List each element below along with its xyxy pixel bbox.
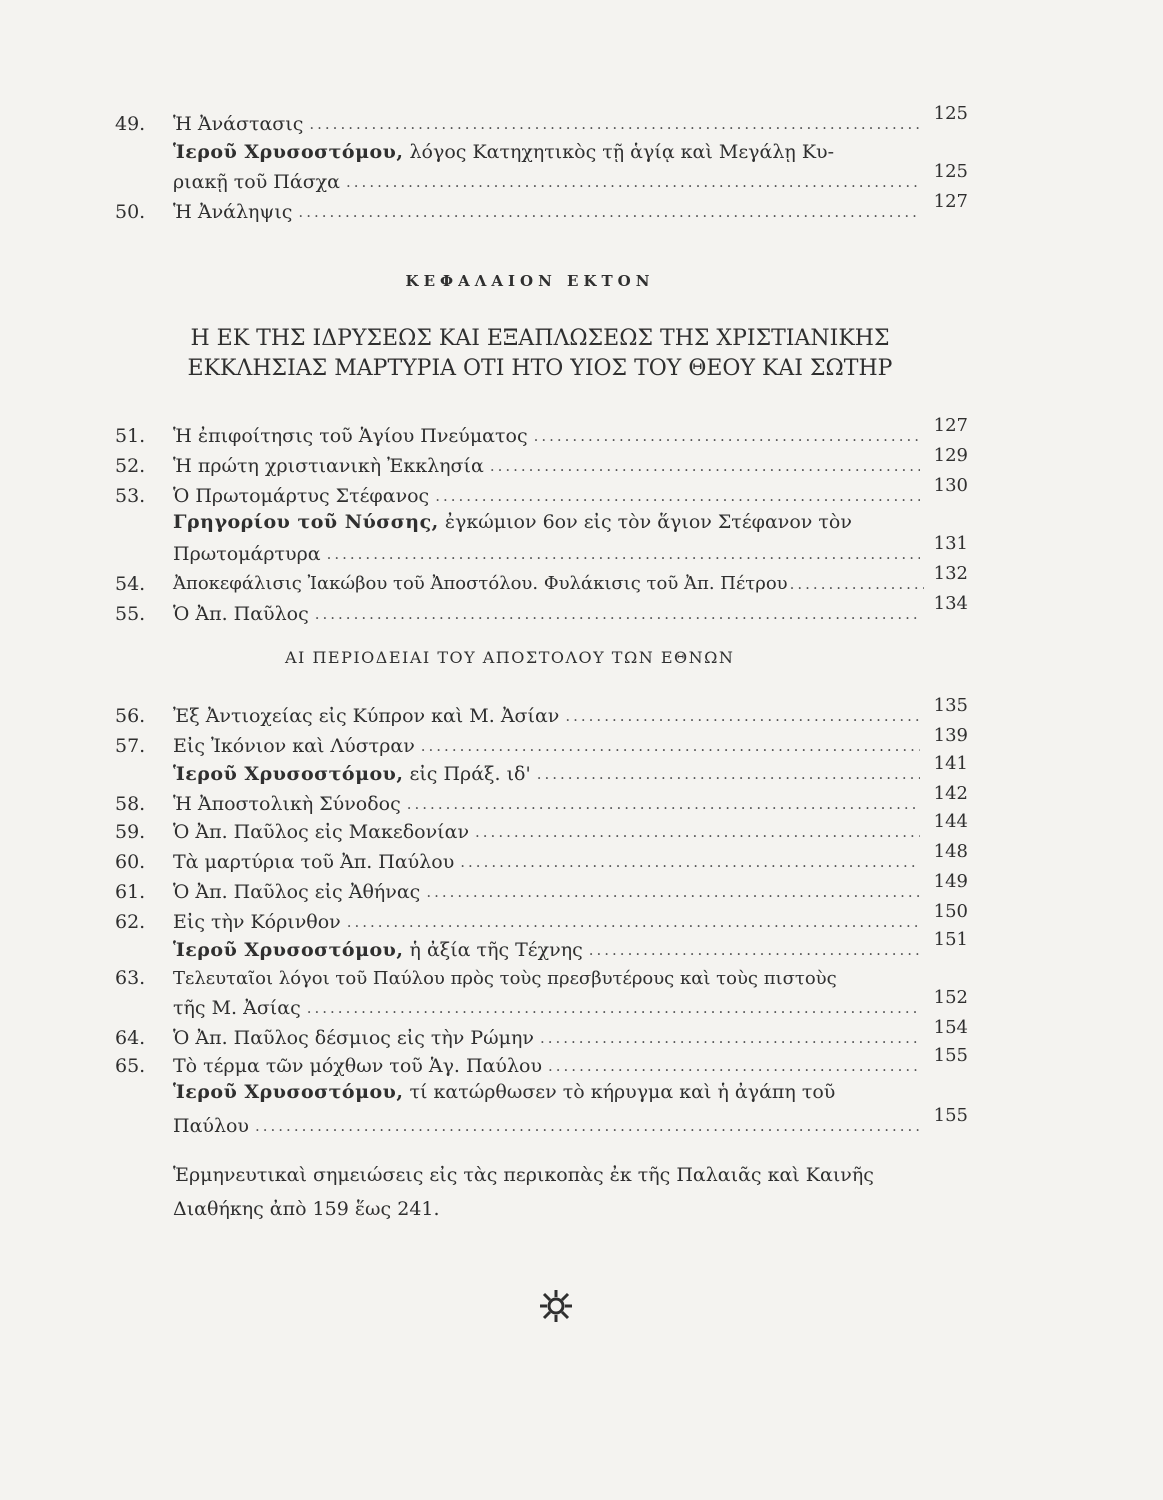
entry-number: 60.: [115, 851, 146, 873]
entry-title: Εἰς Ἰκόνιον καὶ Λύστραν: [173, 735, 415, 757]
leader-dots: [307, 996, 920, 1020]
leader-dots: [790, 572, 924, 596]
entry-title: Ὁ Ἀπ. Παῦλος εἰς Ἀθήνας: [173, 881, 421, 903]
leader-dots: [565, 704, 920, 728]
entry-page: 142: [933, 783, 968, 804]
entry-number: 58.: [115, 793, 146, 815]
toc-entry-49: [115, 103, 968, 136]
author-name: Ἱεροῦ Χρυσοστόμου,: [173, 939, 404, 961]
toc-entry-63-line1: [115, 966, 945, 991]
entry-number: 49.: [115, 113, 146, 135]
entry-page: 135: [933, 695, 968, 716]
author-name: Γρηγορίου τοῦ Νύσσης,: [173, 511, 439, 533]
toc-subentry-65-line2: [173, 1105, 968, 1138]
subentry-title: εἰς Πράξ. ιδ': [409, 763, 531, 785]
leader-dots: [460, 850, 920, 874]
author-name: Ἱεροῦ Χρυσοστόμου,: [173, 763, 404, 785]
entry-page: 151: [933, 929, 968, 950]
chapter-label: ΚΕΦΑΛΑΙΟΝ ΕΚΤΟΝ: [405, 272, 655, 290]
entry-title: Τελευταῖοι λόγοι τοῦ Παύλου πρὸς τοὺς πρεσβυτέρους καὶ τοὺς πιστοὺς: [173, 968, 837, 989]
entry-title: Εἰς τὴν Κόρινθον: [173, 911, 341, 933]
leader-dots: [426, 880, 920, 904]
toc-entry-61: [115, 871, 968, 904]
leader-dots: [421, 734, 920, 758]
subentry-title-cont: ριακῇ τοῦ Πάσχα: [173, 171, 341, 193]
toc-entry-56: [115, 695, 968, 728]
toc-subentry-62: [173, 929, 968, 962]
entry-title: Ὁ Ἀπ. Παῦλος δέσμιος εἰς τὴν Ρώμην: [173, 1027, 534, 1049]
subentry-title: ἐγκώμιον 6ον εἰς τὸν ἅγιον Στέφανον τὸν: [444, 511, 852, 533]
entry-page: 127: [933, 415, 968, 436]
toc-subentry-65-line1: [173, 1080, 913, 1104]
leader-dots: [548, 1054, 920, 1078]
toc-subentry-53-line2: [173, 533, 968, 566]
leader-dots: [435, 484, 920, 508]
entry-title: Ὁ Ἀπ. Παῦλος εἰς Μακεδονίαν: [173, 821, 470, 843]
subentry-title: ἡ ἀξία τῆς Τέχνης: [409, 939, 583, 961]
entry-page: 155: [933, 1105, 968, 1126]
entry-title: Ἐξ Ἀντιοχείας εἰς Κύπρον καὶ Μ. Ἀσίαν: [173, 705, 560, 727]
entry-page: 154: [933, 1017, 968, 1038]
leader-dots: [298, 200, 920, 224]
toc-entry-64: [115, 1017, 968, 1050]
entry-page: 148: [933, 841, 968, 862]
leader-dots: [537, 762, 920, 786]
subentry-title-cont: Πρωτομάρτυρα: [173, 543, 321, 565]
entry-title: Ὁ Ἀπ. Παῦλος: [173, 603, 309, 625]
toc-entry-63-line2: [173, 987, 968, 1020]
entry-page: 125: [933, 103, 968, 124]
entry-number: 57.: [115, 735, 146, 757]
leader-dots: [534, 424, 920, 448]
toc-entry-50: [115, 191, 968, 224]
entry-number: 53.: [115, 485, 146, 507]
leader-dots: [347, 910, 920, 934]
entry-page: 155: [933, 1045, 968, 1066]
entry-title: Ὁ Πρωτομάρτυς Στέφανος: [173, 485, 430, 507]
toc-entry-51: [115, 415, 968, 448]
entry-title: Ἡ ἐπιφοίτησις τοῦ Ἁγίου Πνεύματος: [173, 425, 528, 447]
entry-page: 139: [933, 725, 968, 746]
chapter-heading-line1: Η ΕΚ ΤΗΣ ΙΔΡΥΣΕΩΣ ΚΑΙ ΕΞΑΠΛΩΣΕΩΣ ΤΗΣ ΧΡΙΣΤΙΑΝΙΚΗΣ: [190, 326, 890, 351]
entry-title: Ἡ Ἀνάστασις: [173, 113, 304, 135]
entry-page: 149: [933, 871, 968, 892]
leader-dots: [589, 938, 920, 962]
entry-title-cont: τῆς Μ. Ἀσίας: [173, 997, 301, 1019]
entry-page: 130: [933, 475, 968, 496]
entry-number: 50.: [115, 201, 146, 223]
entry-page: 150: [933, 901, 968, 922]
toc-entry-59: [115, 811, 968, 844]
toc-subentry-57: [173, 753, 968, 786]
entry-page: 127: [933, 191, 968, 212]
footnote-line1: Ἑρμηνευτικαὶ σημειώσεις εἰς τὰς περικοπὰς ἐκ τῆς Παλαιᾶς καὶ Καινῆς: [173, 1164, 874, 1186]
entry-number: 59.: [115, 821, 146, 843]
entry-number: 54.: [115, 573, 146, 595]
toc-entry-62: [115, 901, 968, 934]
entry-number: 64.: [115, 1027, 146, 1049]
entry-title: Τὰ μαρτύρια τοῦ Ἀπ. Παύλου: [173, 851, 455, 873]
entry-page: 144: [933, 811, 968, 832]
entry-page: 141: [933, 753, 968, 774]
toc-subentry-49-line2: [173, 161, 968, 194]
entry-title: Ἀποκεφάλισις Ἰακώβου τοῦ Ἀποστόλου. Φυλάκισις τοῦ Ἀπ. Πέτρου: [173, 573, 788, 594]
entry-title: Ἡ πρώτη χριστιανικὴ Ἐκκλησία: [173, 455, 484, 477]
entry-page: 129: [933, 445, 968, 466]
leader-dots: [309, 112, 920, 136]
leader-dots: [346, 170, 920, 194]
entry-number: 65.: [115, 1055, 146, 1077]
leader-dots: [327, 542, 920, 566]
footnote: [173, 1158, 933, 1226]
toc-entry-65: [115, 1045, 968, 1078]
entry-number: 56.: [115, 705, 146, 727]
toc-subentry-53-line1: [173, 510, 913, 534]
entry-title: Ἡ Ἀποστολικὴ Σύνοδος: [173, 793, 401, 815]
toc-entry-57: [115, 725, 968, 758]
author-name: Ἱεροῦ Χρυσοστόμου,: [173, 1081, 404, 1103]
leader-dots: [540, 1026, 920, 1050]
entry-number: 51.: [115, 425, 146, 447]
toc-subentry-49-line1: [173, 140, 913, 164]
leader-dots: [407, 792, 920, 816]
ornament-star-icon: [538, 1288, 574, 1324]
toc-entry-54: [115, 563, 968, 596]
entry-page: 152: [933, 987, 968, 1008]
footnote-line2: Διαθήκης ἀπὸ 159 ἕως 241.: [173, 1198, 440, 1220]
entry-page: 131: [933, 533, 968, 554]
entry-title: Ἡ Ἀνάληψις: [173, 201, 293, 223]
chapter-heading-line2: ΕΚΚΛΗΣΙΑΣ ΜΑΡΤΥΡΙΑ ΟΤΙ ΗΤΟ ΥΙΟΣ ΤΟΥ ΘΕΟΥ ΚΑΙ ΣΩΤΗΡ: [187, 356, 893, 381]
leader-dots: [255, 1114, 920, 1138]
entry-page: 125: [933, 161, 968, 182]
entry-number: 62.: [115, 911, 146, 933]
entry-page: 134: [933, 593, 968, 614]
toc-entry-55: [115, 593, 968, 626]
entry-number: 55.: [115, 603, 146, 625]
leader-dots: [315, 602, 920, 626]
toc-entry-53: [115, 475, 968, 508]
entry-number: 63.: [115, 967, 146, 989]
leader-dots: [490, 454, 920, 478]
toc-entry-52: [115, 445, 968, 478]
subentry-title: λόγος Κατηχητικὸς τῇ ἁγίᾳ καὶ Μεγάλῃ Κυ-: [409, 141, 834, 163]
entry-number: 52.: [115, 455, 146, 477]
toc-entry-60: [115, 841, 968, 874]
subentry-title-cont: Παύλου: [173, 1115, 249, 1137]
subentry-text: [173, 938, 583, 962]
entry-title: Τὸ τέρμα τῶν μόχθων τοῦ Ἁγ. Παύλου: [173, 1055, 542, 1077]
entry-number: 61.: [115, 881, 146, 903]
subentry-title: τί κατώρθωσεν τὸ κήρυγμα καὶ ἡ ἀγάπη τοῦ: [409, 1081, 836, 1103]
author-name: Ἱεροῦ Χρυσοστόμου,: [173, 141, 404, 163]
toc-entry-58: [115, 783, 968, 816]
leader-dots: [475, 820, 920, 844]
section-heading: ΑΙ ΠΕΡΙΟΔΕΙΑΙ ΤΟΥ ΑΠΟΣΤΟΛΟΥ ΤΩΝ ΕΘΝΩΝ: [285, 648, 735, 667]
subentry-text: [173, 762, 531, 786]
entry-page: 132: [933, 563, 968, 584]
